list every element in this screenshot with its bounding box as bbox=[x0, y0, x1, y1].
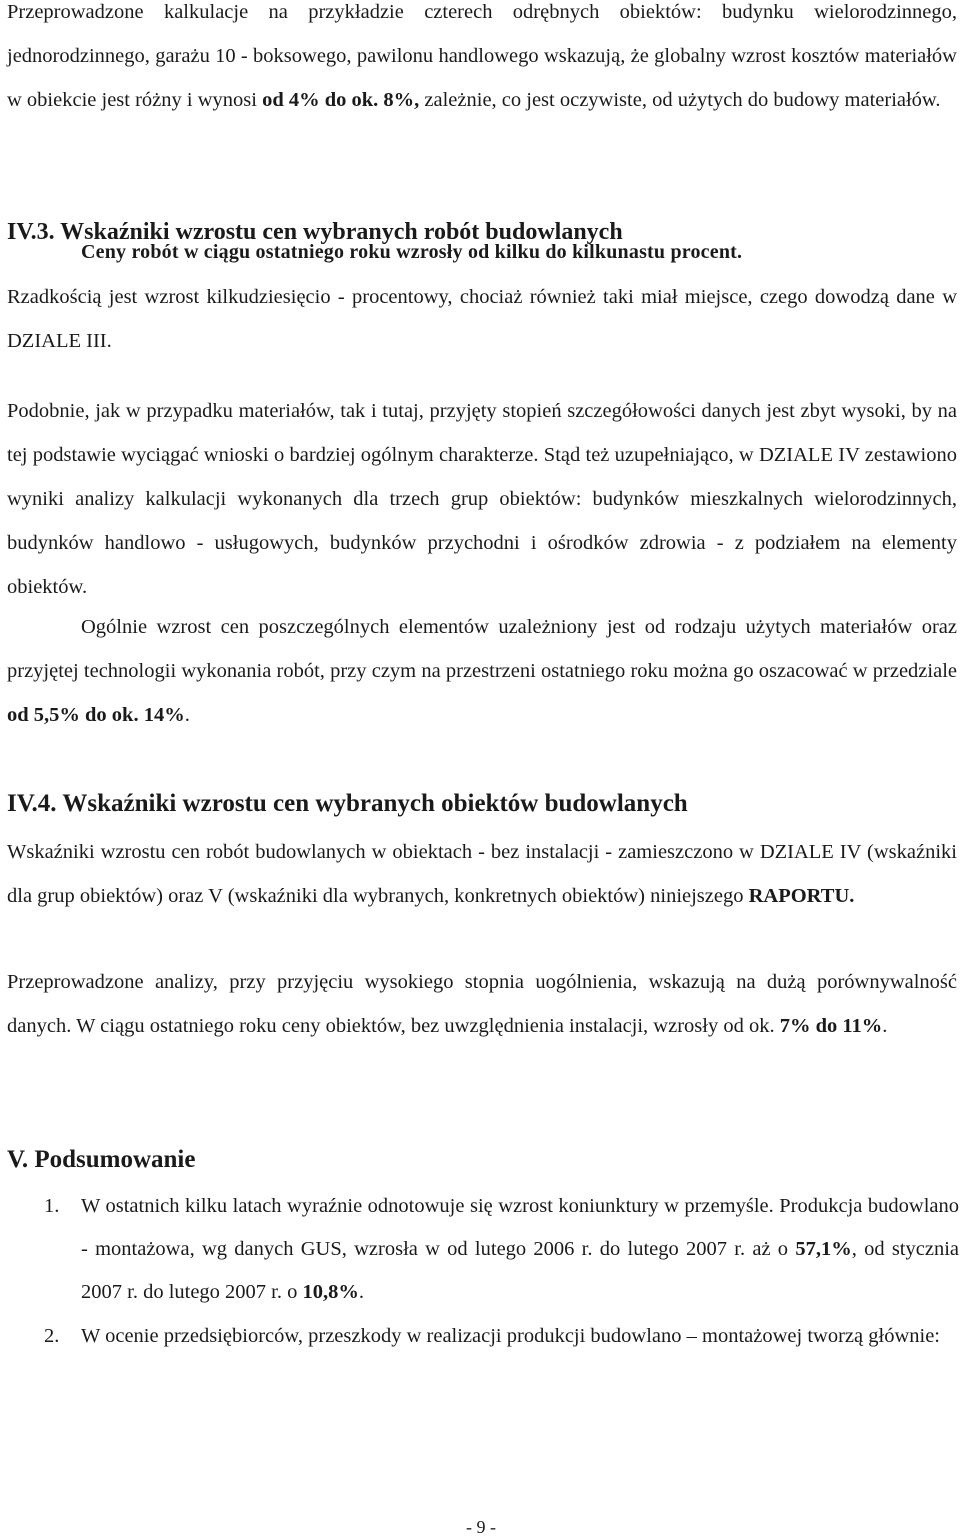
list-number: 1. bbox=[44, 1195, 60, 1217]
summary-list-item-2: 2. W ocenie przedsiębiorców, przeszkody w realizacji produkcji budowlano – montażowej tworzą głównie: bbox=[44, 1315, 959, 1358]
section-heading-v: V. Podsumowanie bbox=[7, 1146, 196, 1173]
section-iv3-paragraph-1: Rzadkością jest wzrost kilkudziesięcio - procentowy, chociaż również taki miał miejsce, czego dowodzą dane w DZIALE III. bbox=[7, 286, 957, 352]
section-iv4-paragraph-1: Wskaźniki wzrostu cen robót budowlanych w obiektach - bez instalacji - zamieszczono w DZIALE IV (wskaźniki dla grup obiektów) oraz V (wskaźniki dla wybranych, konkretnych obiektów) niniejszego RAPORTU. bbox=[7, 841, 957, 907]
section-iv4-paragraph-2: Przeprowadzone analizy, przy przyjęciu wysokiego stopnia uogólnienia, wskazują na dużą porównywalność danych. W ciągu ostatniego roku ceny obiektów, bez uwzględnienia instalacji, wzrosły od ok. 7% do 11%. bbox=[7, 971, 957, 1037]
page-number: - 9 - bbox=[466, 1517, 496, 1537]
summary-list-item-1: 1. W ostatnich kilku latach wyraźnie odnotowuje się wzrost koniunktury w przemyśle. Produkcja budowlano - montażowa, wg danych GUS, wzrosła w od lutego 2006 r. do lutego 2007 r. aż o 57,1%, od stycznia 2007 r. do lutego 2007 r. o 10,8%. bbox=[44, 1185, 959, 1314]
section-iv3-paragraph-2: Podobnie, jak w przypadku materiałów, tak i tutaj, przyjęty stopień szczegółowości danych jest zbyt wysoki, by na tej podstawie wyciągać wnioski o bardziej ogólnym charakterze. Stąd też uzupełniająco, w DZIALE IV zestawiono wyniki analizy kalkulacji wykonanych dla trzech grup obiektów: budynków mieszkalnych wielorodzinnych, budynków handlowo - usługowych, budynków przychodni i ośrodków zdrowia - z podziałem na elementy obiektów. bbox=[7, 400, 957, 598]
list-number: 2. bbox=[44, 1325, 60, 1347]
intro-paragraph: Przeprowadzone kalkulacje na przykładzie czterech odrębnych obiektów: budynku wielorodzinnego, jednorodzinnego, garażu 10 - boksowego, pawilonu handlowego wskazują, że globalny wzrost kosztów materiałów w obiekcie jest różny i wynosi od 4% do ok. 8%, zależnie, co jest oczywiste, od użytych do budowy materiałów. bbox=[7, 1, 957, 111]
section-iv3-lead: Ceny robót w ciągu ostatniego roku wzrosły od kilku do kilkunastu procent. bbox=[81, 241, 743, 263]
section-heading-iv3: IV.3. Wskaźniki wzrostu cen wybranych robót budowlanych bbox=[7, 219, 623, 245]
section-iv3-paragraph-3: Ogólnie wzrost cen poszczególnych elementów uzależniony jest od rodzaju użytych materiałów oraz przyjętej technologii wykonania robót, przy czym na przestrzeni ostatniego roku można go oszacować w przedziale od 5,5% do ok. 14%. bbox=[7, 616, 957, 726]
section-heading-iv4: IV.4. Wskaźniki wzrostu cen wybranych obiektów budowlanych bbox=[7, 790, 688, 817]
